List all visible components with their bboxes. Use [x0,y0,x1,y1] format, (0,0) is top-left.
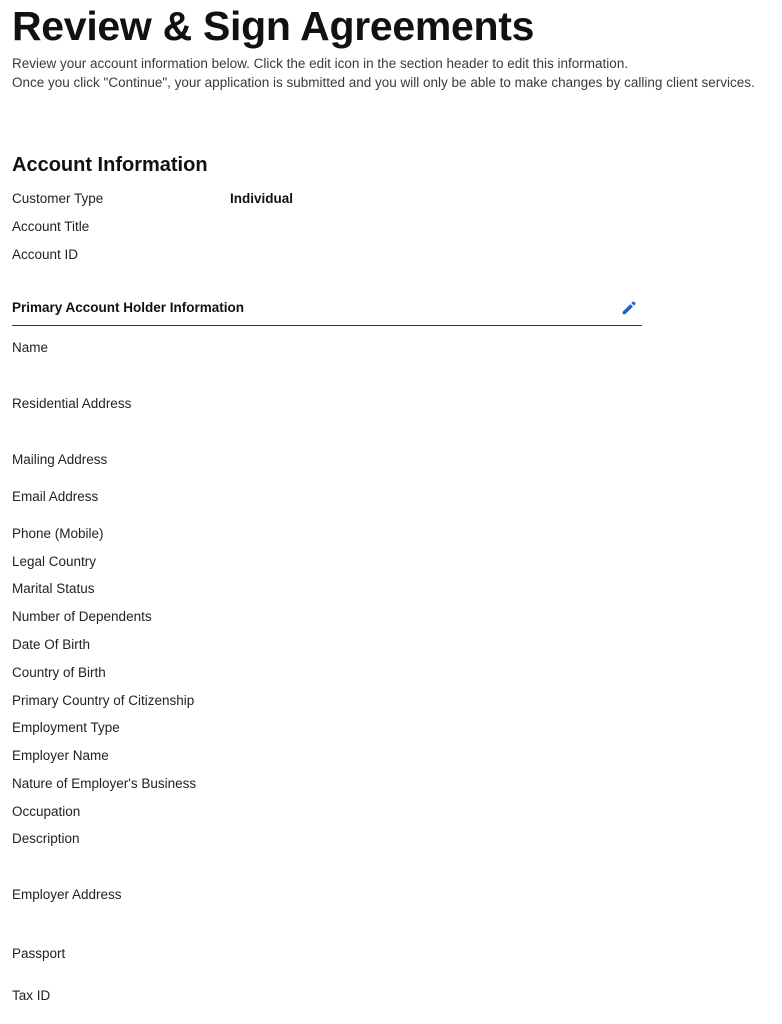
primary-holder-title: Primary Account Holder Information [12,300,245,315]
intro-text-line-2: Once you click "Continue", your application is submitted and you will only be able to make changes by calling client services. [12,75,755,90]
field-label-employer-name: Employer Name [12,748,109,763]
pencil-icon-graphic [620,299,638,317]
field-label-tax-id: Tax ID [12,988,51,1003]
customer-type-value: Individual [230,191,294,206]
primary-holder-section-header [12,297,642,326]
intro-text-line-1: Review your account information below. Click the edit icon in the section header to edit this information. [12,56,629,71]
pencil-icon[interactable] [620,299,638,317]
field-label-residential-address: Residential Address [12,396,132,411]
field-label-employment-type: Employment Type [12,720,120,735]
account-title-label: Account Title [12,219,90,234]
page-title: Review & Sign Agreements [12,3,535,49]
field-label-number-of-dependents: Number of Dependents [12,609,152,624]
field-label-primary-country-of-citizenship: Primary Country of Citizenship [12,693,195,708]
field-label-occupation: Occupation [12,804,81,819]
field-label-nature-of-employers-business: Nature of Employer's Business [12,776,197,791]
field-label-legal-country: Legal Country [12,554,97,569]
customer-type-row [12,189,632,209]
field-label-email-address: Email Address [12,489,99,504]
account-title-row [12,217,632,237]
field-label-passport: Passport [12,946,66,961]
account-information-title: Account Information [12,154,208,176]
field-label-marital-status: Marital Status [12,581,95,596]
field-label-country-of-birth: Country of Birth [12,665,106,680]
account-id-row [12,245,632,265]
account-id-label: Account ID [12,247,79,262]
field-label-name: Name [12,340,49,355]
field-label-date-of-birth: Date Of Birth [12,637,91,652]
field-label-phone-mobile: Phone (Mobile) [12,526,104,541]
field-label-mailing-address: Mailing Address [12,452,108,467]
field-label-description: Description [12,831,80,846]
field-label-employer-address: Employer Address [12,887,122,902]
customer-type-label: Customer Type [12,191,104,206]
